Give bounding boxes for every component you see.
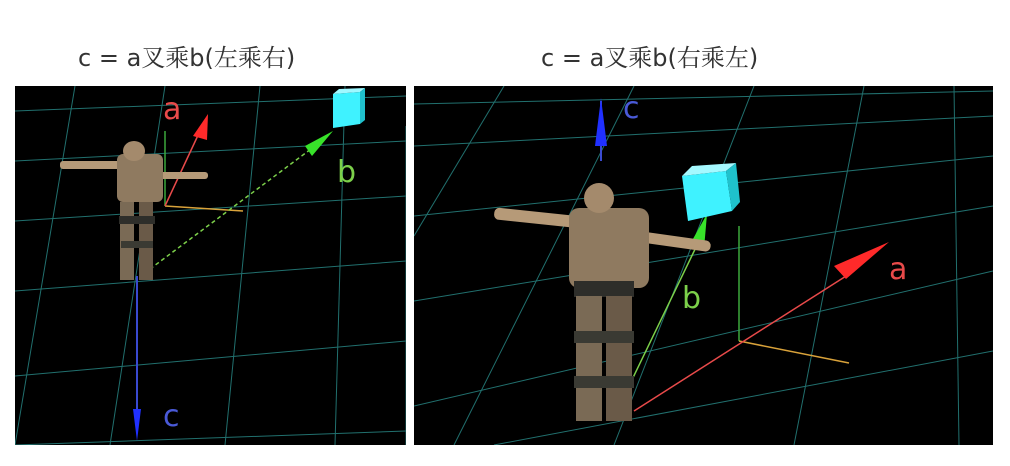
label-b: b (682, 281, 702, 316)
vector-a-arrowhead (193, 114, 208, 140)
right-panel-title: c = a叉乘b(右乘左) (541, 44, 759, 72)
vector-a-arrowhead (834, 242, 889, 279)
label-c: c (163, 399, 180, 434)
axis-orange-small (739, 341, 849, 363)
label-a: a (889, 252, 908, 287)
label-c: c (623, 91, 640, 126)
character-figure (494, 183, 712, 421)
label-a: a (163, 92, 182, 127)
target-cube (333, 88, 365, 128)
right-viewport (414, 86, 993, 445)
left-panel-title: c = a叉乘b(左乘右) (78, 44, 296, 72)
vector-a-line (634, 271, 854, 411)
left-viewport (15, 86, 406, 445)
target-cube (682, 163, 740, 221)
vector-b-arrowhead (305, 131, 333, 156)
vector-c-arrowhead (133, 409, 141, 441)
vector-c-arrowhead (595, 98, 607, 146)
right-scene (414, 86, 993, 445)
left-scene (15, 86, 406, 445)
label-b: b (337, 155, 357, 190)
vector-a-line (165, 131, 200, 206)
grid (15, 86, 406, 445)
